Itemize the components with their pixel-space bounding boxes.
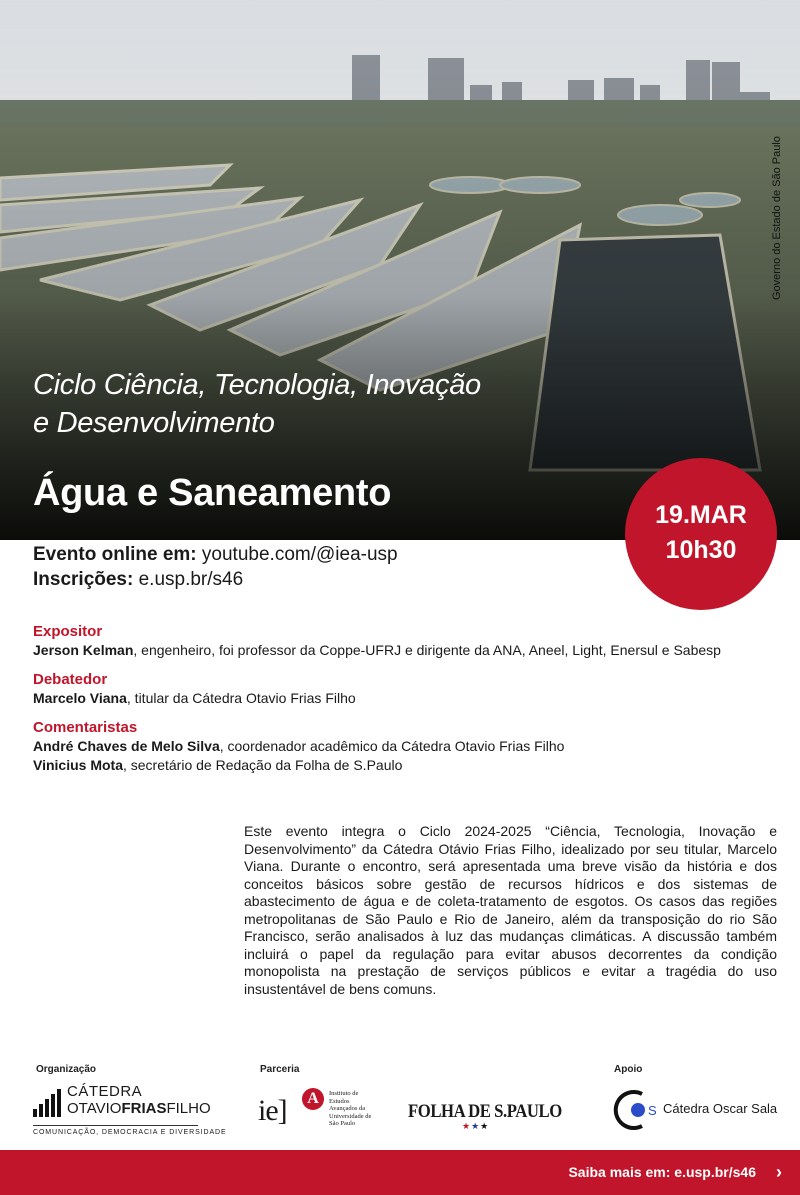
stars-icon: ★★★ — [462, 1121, 490, 1131]
comentarista-name: Vinicius Mota — [33, 757, 123, 773]
event-info — [33, 542, 398, 592]
catedra-name-frias: FRIAS — [121, 1100, 167, 1117]
oscar-sala-name: Cátedra Oscar Sala — [663, 1101, 778, 1116]
online-line — [33, 542, 398, 567]
footer-bar — [0, 1150, 800, 1195]
catedra-tagline: COMUNICAÇÃO, DEMOCRACIA E DIVERSIDADE — [33, 1129, 227, 1136]
debatedor-entry — [33, 689, 793, 708]
photo-credit: Governo do Estado de São Paulo — [771, 136, 783, 300]
comentarista-desc: , secretário de Redação da Folha de S.Paulo — [122, 757, 403, 773]
catedra-name — [67, 1100, 211, 1117]
signup-link[interactable]: e.usp.br/s46 — [138, 569, 244, 590]
svg-text:S: S — [648, 1103, 657, 1118]
date-badge — [625, 458, 777, 610]
bars-icon — [33, 1089, 63, 1117]
iea-name: Instituto de Estudos Avançados da Universidade de São Paulo — [329, 1090, 372, 1127]
comentarista-entry — [33, 737, 793, 756]
expositor-name: Jerson Kelman — [33, 642, 134, 658]
hero-photo-water-treatment — [0, 0, 800, 540]
online-label: Evento online em: — [33, 544, 197, 565]
support-label: Apoio — [614, 1064, 643, 1075]
iea-mark: ie] — [258, 1094, 287, 1127]
expositor-desc: , engenheiro, foi professor da Coppe-UFRJ e dirigente da ANA, Aneel, Light, Enersul e Sabesp — [133, 642, 721, 658]
comentarista-desc: , coordenador acadêmico da Cátedra Otavio Frias Filho — [219, 738, 565, 754]
expositor-heading: Expositor — [33, 623, 103, 640]
catedra-name-otavio: OTAVIO — [67, 1100, 122, 1117]
signup-line — [33, 567, 398, 592]
event-title: Água e Saneamento — [33, 472, 392, 514]
online-link[interactable]: youtube.com/@iea-usp — [201, 544, 398, 565]
event-date: 19.MAR — [655, 501, 747, 529]
more-info-link[interactable]: Saiba mais em: e.usp.br/s46 — [568, 1164, 756, 1180]
catedra-name-filho: FILHO — [166, 1100, 211, 1117]
iea-usp-logo — [258, 1088, 378, 1136]
speakers-section — [33, 622, 793, 775]
catedra-word: CÁTEDRA — [67, 1083, 143, 1100]
comentaristas-heading: Comentaristas — [33, 719, 138, 736]
hero-section — [0, 0, 800, 540]
cycle-title-line-1: Ciclo Ciência, Tecnologia, Inovação — [33, 369, 481, 401]
comentarista-entry — [33, 756, 793, 775]
cycle-title — [33, 366, 633, 442]
chevron-right-icon[interactable]: › — [776, 1162, 782, 1182]
debatedor-heading: Debatedor — [33, 671, 108, 688]
cycle-title-line-2: e Desenvolvimento — [33, 407, 275, 439]
event-description: Este evento integra o Ciclo 2024-2025 “Ciência, Tecnologia, Inovação e Desenvolvimento” da Cátedra Otávio Frias Filho, idealizado por seu titular, Marcelo Viana. Durante o encontro, será apresentada uma breve visão da história e dos conceitos básicos sobre gestão de recursos hídricos e dos sistemas de abastecimento de água e de coleta-tratamento de esgotos. Os casos das regiões metropolitanas de São Paulo e Rio de Janeiro, além da transposição do rio São Francisco, serão analisados à luz das mudanças climáticas. A discussão também incluirá o papel da regulação para evitar abusos decorrentes da condição monopolista na prestação de serviços públicos e evitar a tragédia do uso insustentável de bens comuns. — [244, 823, 777, 997]
expositor-entry — [33, 641, 793, 660]
debatedor-name: Marcelo Viana — [33, 690, 127, 706]
iea-a-badge: A — [302, 1088, 324, 1110]
divider — [33, 1125, 198, 1126]
folha-de-sao-paulo-logo: FOLHA DE S.PAULO — [408, 1101, 562, 1122]
signup-label: Inscrições: — [33, 569, 134, 590]
debatedor-desc: , titular da Cátedra Otavio Frias Filho — [126, 690, 356, 706]
oscar-sala-ring-icon — [612, 1088, 660, 1132]
partner-label: Parceria — [260, 1064, 300, 1075]
organization-label: Organização — [36, 1064, 97, 1075]
comentarista-name: André Chaves de Melo Silva — [33, 738, 220, 754]
event-time: 10h30 — [665, 536, 737, 564]
catedra-oscar-sala-logo — [612, 1088, 787, 1132]
